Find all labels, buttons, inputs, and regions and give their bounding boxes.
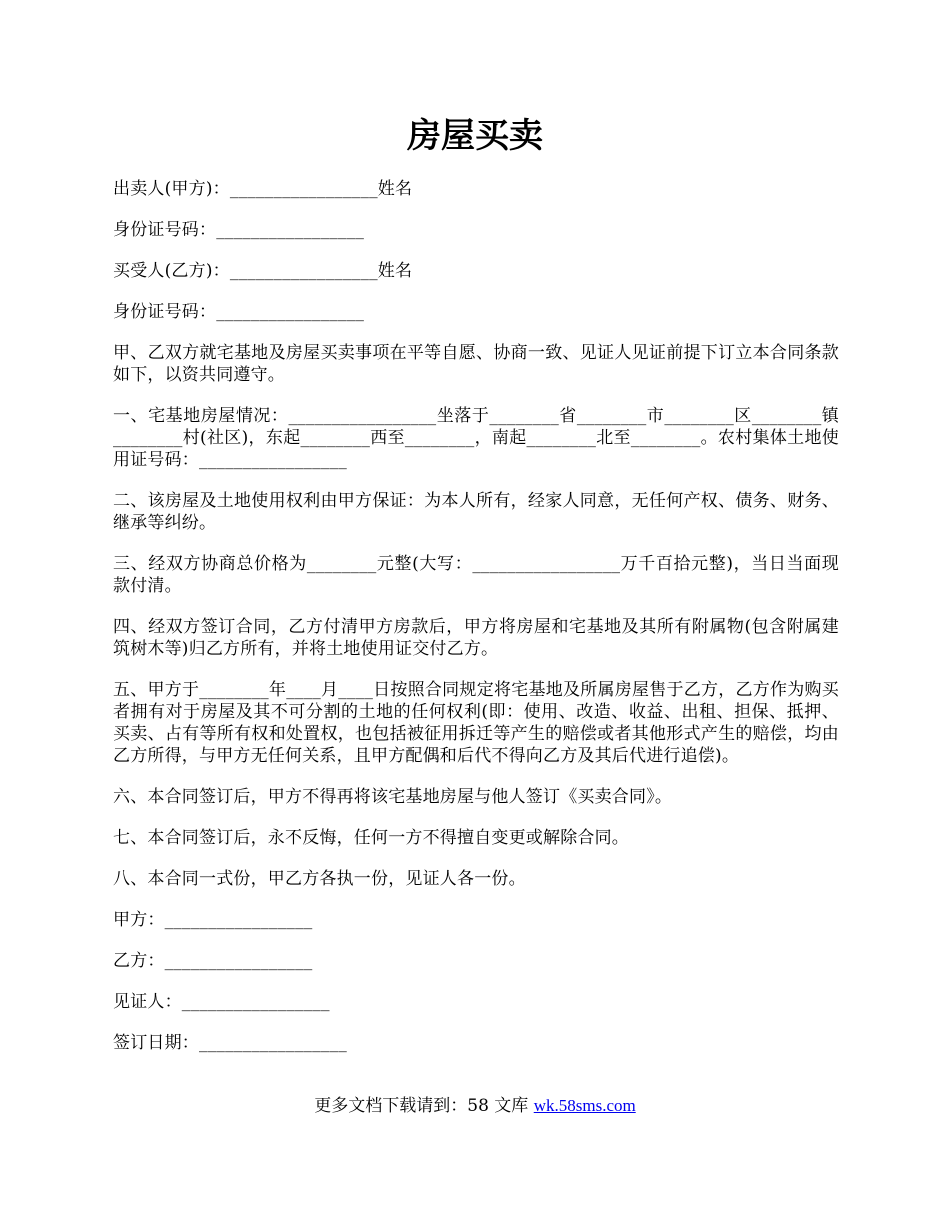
clause-1-property-info: 一、宅基地房屋情况：_________________坐落于________省________市________区________镇________村(社区)，东起________西至________，南起________北至________。农村集体土地使用证号码：_________________	[113, 406, 839, 470]
clause-2-ownership-guarantee: 二、该房屋及土地使用权利由甲方保证：为本人所有，经家人同意，无任何产权、债务、财务、继承等纠纷。	[113, 491, 839, 533]
contract-body	[113, 178, 839, 1073]
party-b-signature-line: 乙方：_________________	[113, 951, 313, 971]
clause-6-no-resale: 六、本合同签订后，甲方不得再将该宅基地房屋与他人签订《买卖合同》。	[113, 787, 673, 807]
signing-date-line: 签订日期：_________________	[113, 1033, 347, 1053]
clause-5-rights: 五、甲方于________年____月____日按照合同规定将宅基地及所属房屋售于乙方，乙方作为购买者拥有对于房屋及其不可分割的土地的任何权利(即：使用、改造、收益、出租、担保、抵押、买卖、占有等所有权和处置权，也包括被征用拆迁等产生的赔偿或者其他形式产生的赔偿，均由乙方所得，与甲方无任何关系，且甲方配偶和后代不得向乙方及其后代进行追偿)。	[113, 680, 839, 766]
seller-id-line: 身份证号码：_________________	[113, 220, 365, 240]
party-a-signature-line: 甲方：_________________	[113, 910, 313, 930]
witness-signature-line: 见证人：_________________	[113, 992, 330, 1012]
buyer-name-line: 买受人(乙方)：_________________姓名	[113, 261, 413, 281]
footer-link[interactable]: wk.58sms.com	[533, 1096, 636, 1115]
clause-8-copies: 八、本合同一式份，甲乙方各执一份，见证人各一份。	[113, 869, 526, 889]
document-title: 房屋买卖	[407, 116, 543, 156]
buyer-id-line: 身份证号码：_________________	[113, 302, 365, 322]
preamble-paragraph: 甲、乙双方就宅基地及房屋买卖事项在平等自愿、协商一致、见证人见证前提下订立本合同条款如下，以资共同遵守。	[113, 343, 839, 385]
footer	[0, 1095, 950, 1117]
footer-text: 更多文档下载请到：58 文库	[314, 1096, 534, 1116]
seller-name-line: 出卖人(甲方)：_________________姓名	[113, 179, 413, 199]
clause-4-transfer: 四、经双方签订合同，乙方付清甲方房款后，甲方将房屋和宅基地及其所有附属物(包含附属建筑树木等)归乙方所有，并将土地使用证交付乙方。	[113, 617, 839, 659]
clause-3-price: 三、经双方协商总价格为________元整(大写：_________________万千百拾元整)，当日当面现款付清。	[113, 554, 839, 596]
clause-7-no-repudiation: 七、本合同签订后，永不反悔，任何一方不得擅自变更或解除合同。	[113, 828, 629, 848]
